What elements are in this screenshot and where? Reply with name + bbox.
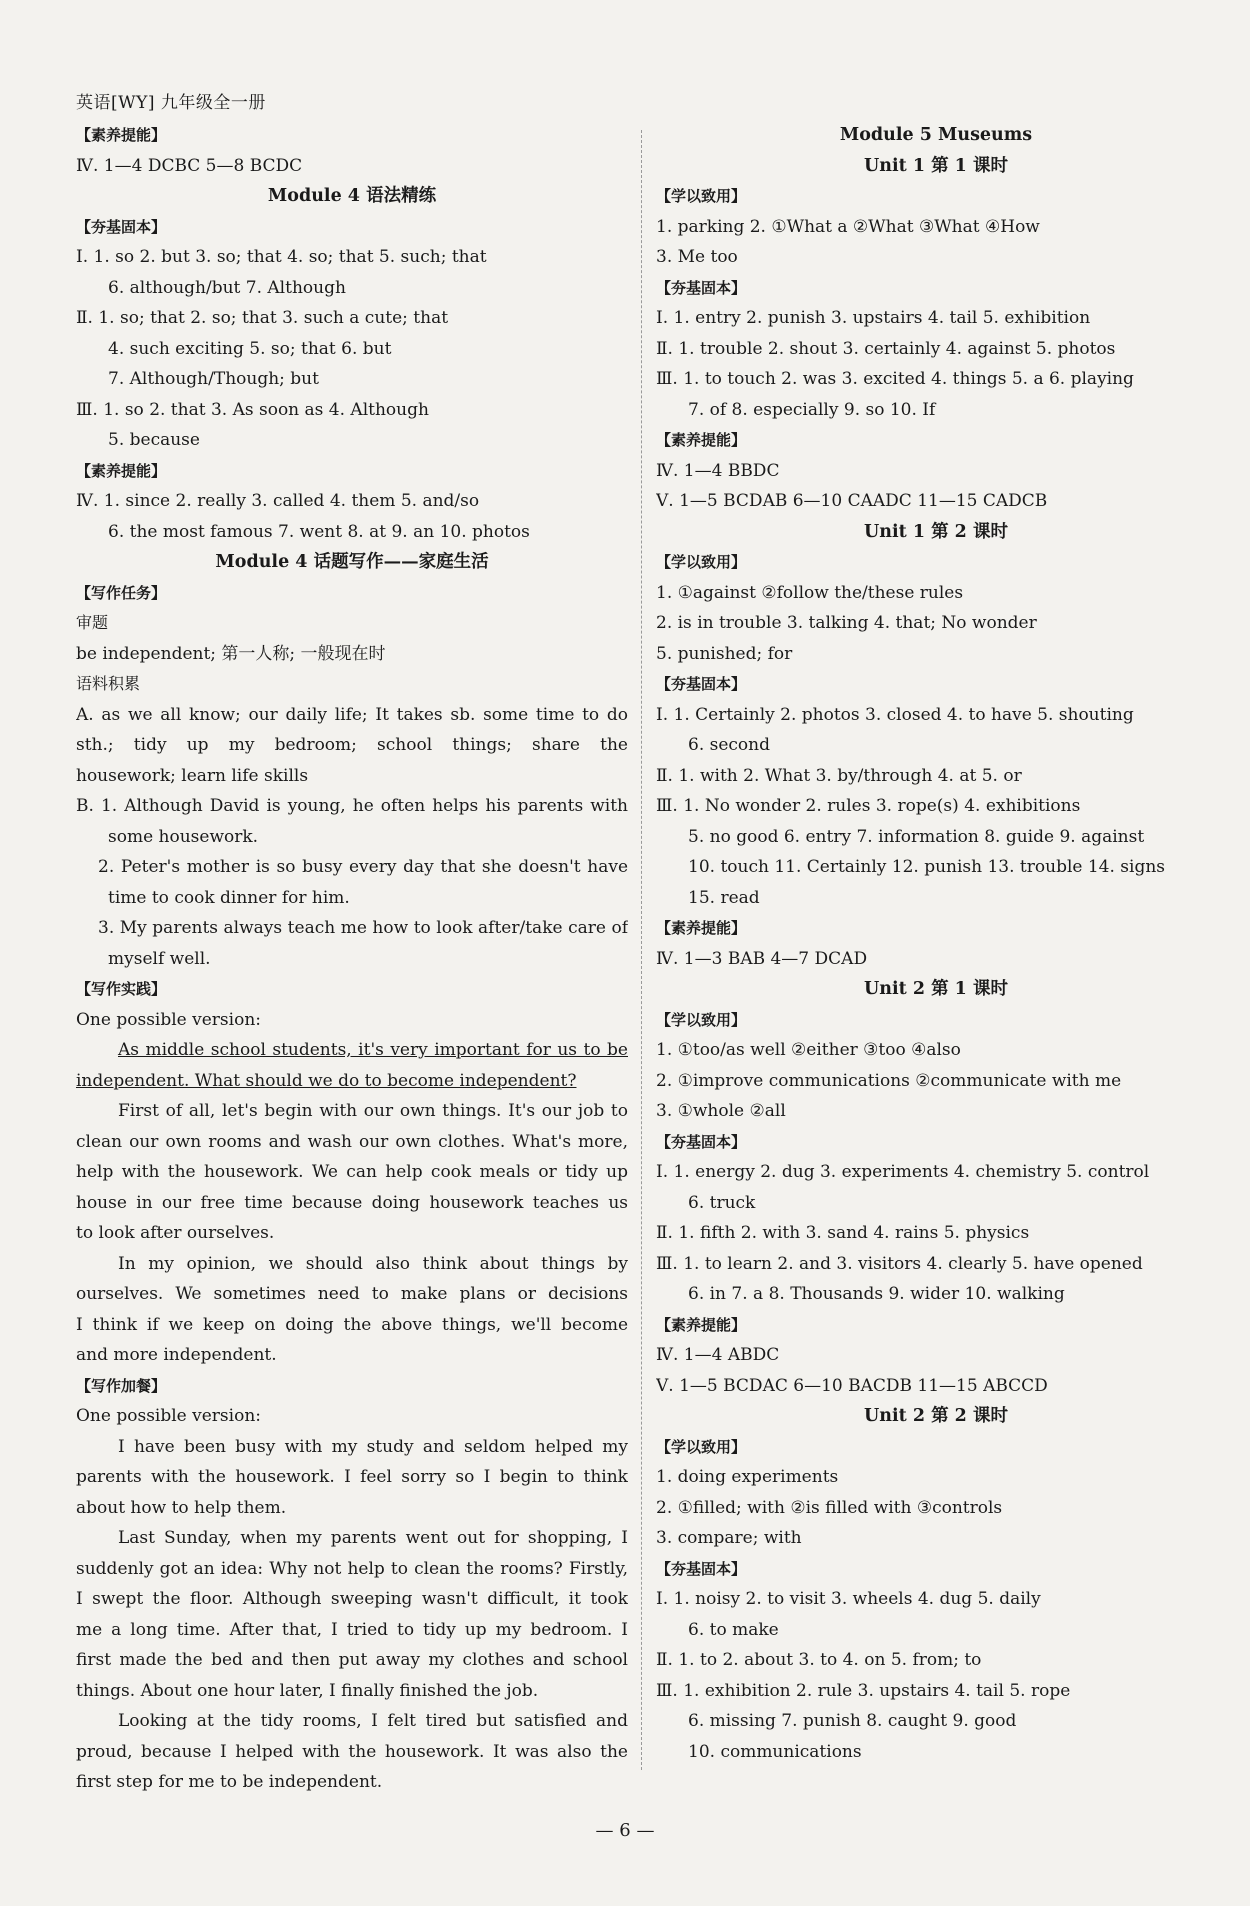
- answer-line: 2. ①improve communications ②communicate with me: [656, 1070, 1122, 1091]
- page-number: — 6 —: [595, 1820, 655, 1841]
- answer-line: Ⅳ. 1—4 ABDC: [656, 1345, 780, 1365]
- answer-line: 7. Although/Though; but: [108, 369, 319, 389]
- answer-line: 1. ①too/as well ②either ③too ④also: [656, 1040, 961, 1060]
- answer-line: 5. because: [108, 430, 200, 450]
- answer-line: 7. of 8. especially 9. so 10. If: [688, 399, 936, 420]
- left-column: [76, 120, 628, 1798]
- answer-line: independent. What should we do to become independent?: [76, 1070, 577, 1091]
- answer-line: 4. such exciting 5. so; that 6. but: [108, 338, 392, 359]
- answer-line: A. as we all know; our daily life; It takes sb. some time to do: [76, 704, 628, 725]
- answer-line: about how to help them.: [76, 1497, 287, 1518]
- section-title: Module 4 话题写作——家庭生活: [215, 552, 489, 572]
- section-tag: 【学以致用】: [656, 1010, 747, 1029]
- section-tag: 【写作实践】: [76, 980, 167, 998]
- answer-line: help with the housework. We can help cook meals or tidy up: [76, 1162, 628, 1182]
- section-tag: 【素养提能】: [656, 1315, 747, 1334]
- answer-line: housework; learn life skills: [76, 765, 309, 786]
- answer-line: 6. in 7. a 8. Thousands 9. wider 10. walking: [688, 1284, 1065, 1304]
- answer-line: 6. the most famous 7. went 8. at 9. an 10. photos: [108, 521, 530, 542]
- answer-line: One possible version:: [76, 1009, 261, 1030]
- answer-line: 10. touch 11. Certainly 12. punish 13. trouble 14. signs: [688, 857, 1166, 877]
- section-tag: 【学以致用】: [656, 187, 747, 205]
- column-divider: [641, 130, 642, 1770]
- answer-line: Ⅲ. 1. exhibition 2. rule 3. upstairs 4. tail 5. rope: [656, 1680, 1071, 1701]
- answer-line: clean our own rooms and wash our own clothes. What's more,: [76, 1131, 628, 1152]
- answer-line: Ⅳ. 1—4 BBDC: [656, 460, 780, 481]
- answer-line: Last Sunday, when my parents went out for shopping, I: [118, 1528, 628, 1548]
- section-title: Module 4 语法精练: [267, 186, 437, 206]
- answer-line: sth.; tidy up my bedroom; school things; share the: [76, 735, 628, 755]
- section-title: Unit 1 第 2 课时: [864, 521, 1008, 542]
- answer-line: 2. is in trouble 3. talking 4. that; No wonder: [656, 613, 1037, 633]
- answer-line: Ⅴ. 1—5 BCDAB 6—10 CAADC 11—15 CADCB: [656, 491, 1048, 511]
- section-tag: 【素养提能】: [656, 919, 747, 937]
- answer-line: 6. although/but 7. Although: [108, 277, 346, 298]
- answer-line: Ⅰ. 1. entry 2. punish 3. upstairs 4. tail 5. exhibition: [656, 308, 1091, 328]
- answer-line: parents with the housework. I feel sorry so I begin to think: [76, 1467, 628, 1487]
- answer-line: Ⅱ. 1. fifth 2. with 3. sand 4. rains 5. physics: [656, 1223, 1030, 1243]
- section-title: Module 5 Museums: [839, 125, 1033, 145]
- answer-line: some housework.: [108, 826, 259, 847]
- answer-line: 2. Peter's mother is so busy every day that she doesn't have: [98, 857, 628, 877]
- answer-line: first step for me to be independent.: [76, 1772, 383, 1792]
- answer-line: 6. truck: [688, 1192, 756, 1213]
- subsection-label: 审题: [76, 613, 109, 632]
- answer-line: proud, because I helped with the housework. It was also the: [76, 1741, 628, 1762]
- answer-line: Ⅳ. 1—4 DCBC 5—8 BCDC: [76, 155, 303, 176]
- answer-line: 3. Me too: [656, 247, 738, 267]
- section-title: Unit 2 第 1 课时: [864, 979, 1008, 999]
- answer-line: 1. ①against ②follow the/these rules: [656, 582, 964, 603]
- answer-line: myself well.: [108, 948, 211, 969]
- answer-line: Ⅳ. 1—3 BAB 4—7 DCAD: [656, 948, 868, 969]
- section-title: Unit 1 第 1 课时: [864, 155, 1008, 176]
- section-title: Unit 2 第 2 课时: [864, 1406, 1008, 1426]
- answer-line: First of all, let's begin with our own things. It's our job to: [118, 1101, 628, 1121]
- answer-line: Ⅲ. 1. No wonder 2. rules 3. rope(s) 4. exhibitions: [656, 796, 1081, 816]
- section-tag: 【写作加餐】: [76, 1376, 167, 1395]
- answer-line: Ⅰ. 1. so 2. but 3. so; that 4. so; that 5. such; that: [76, 247, 487, 267]
- section-tag: 【学以致用】: [656, 1437, 747, 1456]
- answer-line: B. 1. Although David is young, he often helps his parents with: [76, 796, 628, 816]
- section-tag: 【夯基固本】: [656, 278, 747, 297]
- right-column: [656, 120, 1216, 1767]
- answer-line: Ⅲ. 1. to touch 2. was 3. excited 4. things 5. a 6. playing: [656, 369, 1134, 389]
- section-tag: 【写作任务】: [76, 583, 167, 602]
- answer-line: I have been busy with my study and seldom helped my: [118, 1436, 628, 1457]
- section-tag: 【夯基固本】: [656, 1132, 747, 1151]
- answer-line: I swept the floor. Although sweeping wasn't difficult, it took: [76, 1589, 628, 1609]
- answer-line: 5. no good 6. entry 7. information 8. guide 9. against: [688, 826, 1145, 847]
- answer-line: Ⅱ. 1. with 2. What 3. by/through 4. at 5. or: [656, 765, 1022, 786]
- answer-line: Ⅰ. 1. energy 2. dug 3. experiments 4. chemistry 5. control: [656, 1162, 1150, 1182]
- answer-line: 6. to make: [688, 1619, 779, 1640]
- answer-line: Ⅴ. 1—5 BCDAC 6—10 BACDB 11—15 ABCCD: [656, 1375, 1048, 1396]
- answer-line: 1. parking 2. ①What a ②What ③What ④How: [656, 216, 1040, 237]
- section-tag: 【素养提能】: [76, 461, 167, 480]
- answer-line: 10. communications: [688, 1741, 862, 1762]
- answer-line: me a long time. After that, I tried to tidy up my bedroom. I: [76, 1619, 628, 1640]
- answer-line: 2. ①filled; with ②is filled with ③controls: [656, 1497, 1003, 1518]
- answer-line: One possible version:: [76, 1406, 261, 1426]
- section-tag: 【夯基固本】: [656, 1559, 747, 1578]
- answer-line: and more independent.: [76, 1345, 277, 1365]
- answer-line: Ⅰ. 1. noisy 2. to visit 3. wheels 4. dug 5. daily: [656, 1589, 1041, 1609]
- answer-line: time to cook dinner for him.: [108, 887, 350, 908]
- answer-line: I think if we keep on doing the above things, we'll become: [76, 1314, 628, 1335]
- answer-line: Looking at the tidy rooms, I felt tired but satisfied and: [118, 1711, 628, 1731]
- answer-line: Ⅲ. 1. so 2. that 3. As soon as 4. Although: [76, 399, 429, 420]
- answer-line: house in our free time because doing housework teaches us: [76, 1192, 628, 1213]
- answer-line: to look after ourselves.: [76, 1223, 275, 1243]
- answer-line: 3. My parents always teach me how to look after/take care of: [98, 918, 628, 938]
- answer-line: 5. punished; for: [656, 643, 793, 664]
- answer-line: 6. second: [688, 735, 770, 755]
- answer-line: Ⅳ. 1. since 2. really 3. called 4. them 5. and/so: [76, 491, 480, 511]
- answer-line: 1. doing experiments: [656, 1467, 839, 1487]
- answer-line: Ⅲ. 1. to learn 2. and 3. visitors 4. clearly 5. have opened: [656, 1253, 1143, 1274]
- section-tag: 【夯基固本】: [76, 217, 167, 236]
- answer-line: 3. compare; with: [656, 1528, 802, 1548]
- answer-line: As middle school students, it's very important for us to be: [118, 1040, 628, 1060]
- section-tag: 【夯基固本】: [656, 675, 747, 693]
- subsection-label: 语料积累: [76, 674, 141, 693]
- page-header: 英语[WY] 九年级全一册: [76, 93, 266, 113]
- answer-line: things. About one hour later, I finally finished the job.: [76, 1680, 539, 1701]
- answer-line: Ⅱ. 1. to 2. about 3. to 4. on 5. from; to: [656, 1650, 982, 1670]
- answer-line: Ⅰ. 1. Certainly 2. photos 3. closed 4. to have 5. shouting: [656, 704, 1134, 725]
- answer-line: be independent; 第一人称; 一般现在时: [76, 643, 386, 664]
- section-tag: 【素养提能】: [76, 126, 167, 144]
- answer-line: 6. missing 7. punish 8. caught 9. good: [688, 1711, 1017, 1731]
- section-tag: 【学以致用】: [656, 553, 747, 571]
- answer-line: 3. ①whole ②all: [656, 1101, 786, 1121]
- answer-line: Ⅱ. 1. trouble 2. shout 3. certainly 4. against 5. photos: [656, 338, 1116, 359]
- answer-line: ourselves. We sometimes need to make plans or decisions: [76, 1284, 628, 1304]
- section-tag: 【素养提能】: [656, 431, 747, 449]
- answer-line: In my opinion, we should also think about things by: [118, 1253, 628, 1274]
- answer-line: 15. read: [688, 887, 760, 908]
- answer-line: suddenly got an idea: Why not help to clean the rooms? Firstly,: [76, 1558, 628, 1579]
- answer-line: first made the bed and then put away my clothes and school: [76, 1650, 628, 1670]
- answer-line: Ⅱ. 1. so; that 2. so; that 3. such a cute; that: [76, 308, 449, 328]
